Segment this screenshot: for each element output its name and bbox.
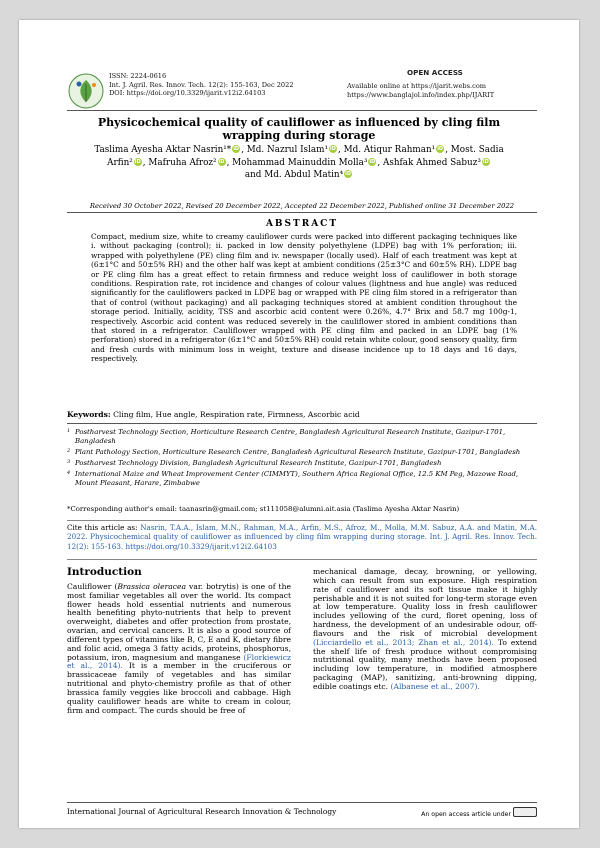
page-footer	[67, 802, 537, 819]
footer-license	[421, 807, 537, 818]
orcid-icon[interactable]	[329, 145, 337, 153]
keywords	[67, 410, 537, 419]
footer-license-text: An open access article under	[421, 811, 511, 818]
author-list	[73, 144, 525, 182]
affiliation-2	[67, 448, 537, 457]
reference-link[interactable]: (Albanese et al., 2007).	[390, 681, 480, 691]
author-afroz: , Mafruha Afroz²	[142, 157, 217, 168]
orcid-icon[interactable]	[232, 145, 240, 153]
intro-text: It is a member in the cruciferous or brassicaceae family of vegetables and has similar nutritional and phyto-chemistry profile as that of other brassica family veggies like broccoli and cabbage. High quality cauliflower heads are white to cream in colour, firm and compact. The curds should be free of	[67, 661, 292, 715]
intro-text: mechanical damage, decay, browning, or yellowing, which can result from sun exposure. High respiration rate of cauliflower and its soft tissue make it highly perishable and it is not suited for long-term storage even at low temperature. Quality loss in fresh cauliflower includes yellowing of the curd, floret opening, loss of hardness, the development of an undesirable odour, off-flavours and the risk of microbial development	[313, 567, 537, 638]
cc-license-icon[interactable]	[513, 807, 537, 817]
header-divider	[67, 110, 537, 111]
cite-label: Cite this article as:	[67, 523, 138, 532]
author-arfin: Arfin²	[107, 157, 133, 168]
reference-link[interactable]: (Florkiewicz et al., 2014).	[67, 652, 291, 671]
author-islam: , Md. Nazrul Islam¹	[241, 145, 328, 155]
cite-box	[67, 520, 537, 560]
orcid-icon[interactable]	[436, 145, 444, 153]
species-name: Brassica oleracea	[117, 581, 187, 591]
affiliation-1	[67, 428, 537, 446]
dates-divider	[67, 212, 537, 213]
abstract-heading: ABSTRACT	[265, 219, 339, 229]
footer-journal: International Journal of Agricultural Research Innovation & Technology	[67, 807, 337, 816]
author-arfin-first: , Most. Sadia	[445, 145, 504, 155]
intro-text: Cauliflower (	[67, 581, 118, 591]
left-column	[67, 568, 291, 716]
affiliation-num: 3	[67, 459, 71, 465]
affiliation-4	[67, 470, 537, 488]
affiliation-text: Postharvest Technology Section, Horticulture Research Centre, Bangladesh Agricultural Research Institute, Gazipur-1701, Bangladesh	[75, 428, 506, 445]
intro-text: var. botrytis) is one of the most familiar vegetables all over the world. Its compact flower heads hold essential nutrients and numerous health benefiting phyto-nutrients that help to prevent overweight, diabetes and offer protection from prostate, ovarian, and cervical cancers. It is also a good source of different types of vitamins like B, C, E and K, dietary fibre and folic acid, omega 3 fatty acids, proteins, phosphorus, potassium, iron, magnesium and manganese	[67, 581, 291, 662]
author-molla: , Mohammad Mainuddin Molla³	[226, 157, 368, 168]
affiliation-num: 2	[67, 448, 71, 454]
corresponding-author: *Corresponding author's email: taanasrin@gmail.com; st111058@alumni.ait.asia (Taslima Ayesha Aktar Nasrin)	[67, 505, 460, 513]
journal-url-link[interactable]: https://www.banglajol.info/index.php/IJARIT	[347, 90, 495, 99]
affiliation-text: Plant Pathology Section, Horticulture Research Centre, Bangladesh Agricultural Research Institute, Gazipur-1701, Bangladesh	[75, 448, 521, 456]
affiliation-text: International Maize and Wheat Improvement Center (CIMMYT), Southern Africa Regional Office, 12.5 KM Peg, Mazowe Road, Mount Pleasant, Harare, Zimbabwe	[75, 470, 519, 487]
affiliation-num: 4	[67, 470, 71, 476]
open-access-badge	[407, 68, 463, 77]
author-nasrin: Taslima Ayesha Aktar Nasrin¹*	[94, 145, 232, 155]
orcid-icon[interactable]	[482, 158, 490, 166]
cite-text[interactable]: Nasrin, T.A.A., Islam, M.N., Rahman, M.A., Arfin, M.S., Afroz, M., Molla, M.M. Sabuz, A.A. and Matin, M.A. 2022. Physicochemical quality of cauliflower as influenced by cling film wrapping during storage. Int. J. Agril. Res. Innov. Tech. 12(2): 155-163. https://doi.org/10.3329/ijarit.v12i2.64103	[67, 523, 537, 551]
paper-page	[19, 20, 579, 828]
orcid-icon[interactable]	[344, 170, 352, 178]
affiliation-3	[67, 459, 537, 468]
orcid-icon[interactable]	[134, 158, 142, 166]
affiliations	[67, 428, 537, 490]
author-matin: and Md. Abdul Matin⁴	[244, 170, 344, 181]
reference-link[interactable]: (Licciardello et al., 2013; Zhan et al., 2014).	[313, 637, 494, 647]
journal-meta	[109, 72, 294, 98]
paper-title: Physicochemical quality of cauliflower as influenced by cling film wrapping during storage	[97, 116, 501, 142]
journal-citation: Int. J. Agril. Res. Innov. Tech. 12(2): 155-163, Dec 2022	[109, 80, 294, 89]
abstract-text: Compact, medium size, white to creamy cauliflower curds were packed into different packaging techniques like i. without packaging (control); ii. packed in low density polyethylene (LDPE) bag with 1% perforation; iii. wrapped with polyethylene (PE) cling film and iv. newspaper (locally used). Half of each treatment was kept at (6±1°C and 50±5% RH) and the other half was kept at ambient conditions (25±3°C and 60±5% RH). LDPE bag or PE cling film has a great effect to retain firmness and reduce weight loss of cauliflower in both storage conditions. Respiration rate, rot incidence and changes of colour values (lightness and hue angle) was reduced significantly for the cauliflowers packed in LDPE bag or wrapped with PE cling film stored in a refrigerator than that of control (without packaging) and all packaging techniques stored at ambient condition throughout the storage period. Initially, acidity, TSS and ascorbic acid content were 0.26%, 4.7° Brix and 58.7 mg 100g-1, respectively. Ascorbic acid content was reduced severely in the cauliflower stored in ambient conditions than that stored in a refrigerator. Cauliflower wrapped with PE cling film and packed in an LDPE bag (1% perforation) stored in a refrigerator (6±1°C and 50±5% RH) could retain white colour, good sensory quality, firm and fresh curds with minimum loss in weight, texture and disease incidence up to 18 days and 16 days, respectively.	[91, 232, 517, 364]
open-access-label: OPEN ACCESS	[407, 68, 463, 77]
doi-link[interactable]: DOI: https://doi.org/10.3329/ijarit.v12i2.64103	[109, 89, 266, 98]
journal-logo-icon	[67, 72, 105, 110]
intro-text: To extend the shelf life of fresh produce without compromising nutritional quality, many methods have been proposed including low temperature, in modified atmosphere packaging (MAP), sanitizing, anti-browning dipping, edible coatings etc.	[313, 637, 537, 691]
keywords-label: Keywords:	[67, 410, 111, 419]
issn: ISSN: 2224-0616	[109, 72, 167, 80]
journal-availability	[347, 82, 494, 99]
keywords-list: Cling film, Hue angle, Respiration rate, Firmness, Ascorbic acid	[113, 410, 360, 419]
author-sabuz: , Ashfak Ahmed Sabuz³	[377, 157, 481, 168]
available-online-link[interactable]: Available online at https://ijarit.webs.com	[347, 82, 487, 90]
affiliation-text: Postharvest Technology Division, Bangladesh Agricultural Research Institute, Gazipur-1701, Bangladesh	[75, 459, 442, 467]
right-column	[313, 568, 537, 692]
author-rahman: , Md. Atiqur Rahman¹	[338, 145, 436, 155]
orcid-icon[interactable]	[218, 158, 226, 166]
intro-heading: Introduction	[67, 566, 142, 578]
body-columns	[67, 568, 537, 800]
article-dates: Received 30 October 2022, Revised 20 December 2022, Accepted 22 December 2022, Published online 31 December 2022	[89, 202, 515, 210]
keywords-divider	[67, 423, 537, 424]
orcid-icon[interactable]	[368, 158, 376, 166]
affiliation-num: 1	[67, 428, 71, 434]
